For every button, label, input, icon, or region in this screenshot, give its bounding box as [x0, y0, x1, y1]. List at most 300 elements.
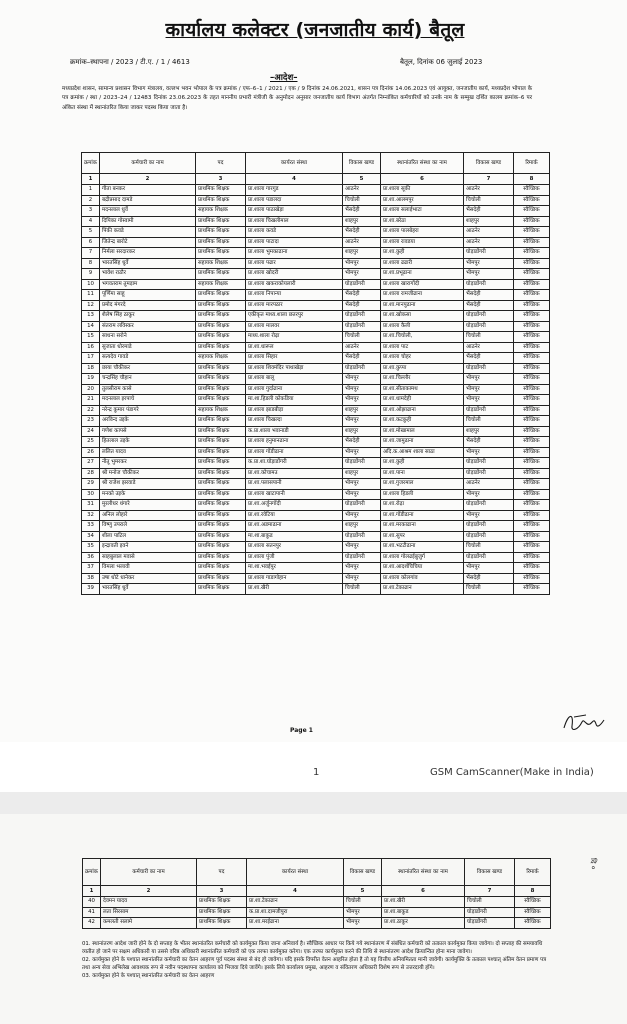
cell-serial: 39 — [82, 584, 100, 595]
cell-block: भीमपुर — [343, 374, 381, 385]
transfer-table-body — [83, 897, 551, 929]
col-number: 7 — [465, 886, 515, 897]
cell-post: प्राथमिक शिक्षक — [196, 269, 246, 280]
cell-serial: 8 — [82, 258, 100, 269]
cell-block: चिचोली — [344, 897, 382, 908]
cell-new-block: घोड़ाडोंगरी — [464, 458, 514, 469]
transfer-table-page-1 — [81, 152, 550, 595]
cell-post: सहायक शिक्षक — [196, 279, 246, 290]
cell-current-institution: प्रा.शाला सिहार — [246, 353, 343, 364]
condition-note: 03. कार्यमुक्त होने के पश्चात् स्थानांतरित कर्मचारी का वेतन आहरण — [82, 973, 215, 979]
cell-remark: स्वैच्छिक — [514, 216, 550, 227]
cell-block: भीमपुर — [343, 447, 381, 458]
cell-new-block: चिचोली — [465, 897, 515, 908]
cell-new-block: भैंसदेही — [464, 573, 514, 584]
cell-block: घोड़ाडोंगरी — [343, 311, 381, 322]
table-row — [82, 332, 550, 343]
cell-transferred-institution: प्रा.शा.ओझाढाना — [381, 405, 464, 416]
cell-new-block: घोड़ाडोंगरी — [464, 405, 514, 416]
col-number: 1 — [83, 886, 101, 897]
cell-current-institution: प्रा.शा.खैरी — [246, 584, 343, 595]
office-title: कार्यालय कलेक्टर (जनजातीय कार्य) बैतूल — [165, 19, 465, 41]
cell-remark: स्वैच्छिक — [514, 479, 550, 490]
cell-post: प्राथमिक शिक्षक — [196, 384, 246, 395]
cell-new-block: भीमपुर — [464, 489, 514, 500]
cell-post: प्राथमिक शिक्षक — [196, 290, 246, 301]
cell-transferred-institution: प्रा.शाला पाट — [381, 342, 464, 353]
table-row — [82, 510, 550, 521]
cropped-edge-text: दि ० — [589, 858, 597, 870]
table-row — [82, 405, 550, 416]
cell-new-block: भैंसदेही — [464, 206, 514, 217]
cell-remark: स्वैच्छिक — [514, 405, 550, 416]
cell-serial: 30 — [82, 489, 100, 500]
cell-block: घोड़ाडोंगरी — [343, 363, 381, 374]
cell-remark: स्वैच्छिक — [514, 552, 550, 563]
cell-post: प्राथमिक शिक्षक — [196, 321, 246, 332]
cell-block: भैंसदेही — [343, 353, 381, 364]
cell-employee-name: तुलसीराम कासे — [100, 384, 196, 395]
cell-serial: 23 — [82, 416, 100, 427]
table-row — [82, 290, 550, 301]
table-row — [82, 468, 550, 479]
table-header-row — [82, 153, 550, 174]
cell-serial: 33 — [82, 521, 100, 532]
cell-new-block: घोड़ाडोंगरी — [465, 918, 515, 929]
col-header-new-block: विकास खण्ड — [465, 859, 515, 886]
cell-block: शाहपुर — [343, 468, 381, 479]
cell-employee-name: पिंकी कवडे — [100, 227, 196, 238]
cell-employee-name: उषा धोटे धानेकर — [100, 573, 196, 584]
cell-remark: स्वैच्छिक — [514, 521, 550, 532]
table-row — [82, 479, 550, 490]
cell-transferred-institution: प्रा.शा.जामुढाना — [381, 437, 464, 448]
cell-remark: स्वैच्छिक — [514, 332, 550, 343]
cell-new-block: आठनेर — [464, 227, 514, 238]
cell-transferred-institution: प्रा.शा.कटकुही — [381, 416, 464, 427]
cell-current-institution: मा.शा.भवईपुर — [246, 563, 343, 574]
cell-post: प्राथमिक शिक्षक — [196, 374, 246, 385]
cell-transferred-institution: प्रा.शा.सुपर — [381, 531, 464, 542]
cell-remark: स्वैच्छिक — [514, 447, 550, 458]
table-row — [82, 447, 550, 458]
cell-post: प्राथमिक शिक्षक — [196, 195, 246, 206]
cell-post: प्राथमिक शिक्षक — [196, 426, 246, 437]
table-row — [82, 416, 550, 427]
cell-current-institution: प्रा.शाला हनुमानढाना — [246, 437, 343, 448]
cell-remark: स्वैच्छिक — [514, 185, 550, 196]
col-header-remark: रिमार्क — [514, 153, 550, 174]
cell-transferred-institution: प्रा.शा.टेकाढान — [381, 584, 464, 595]
cell-post: प्राथमिक शिक्षक — [196, 332, 246, 343]
cell-block: शाहपुर — [343, 405, 381, 416]
order-intro-paragraph: मध्यप्रदेश शासन, सामान्य प्रशासन विभाग मंत्रालय, वल्लभ भवन भोपाल के पत्र क्रमांक / एफ–6–1 / 2021 / एक / 9 दिनांक 24.06.2021, शासन पत्र दिनांक 14.06.2023 एवं आयुक्त, जनजातीय कार्य, मध्यप्रदेश भोपाल के पत्र क्रमांक / स्था / 2023–24 / 12483 दिनांक 23.06.2023 के तहत माननीय प्रभारी मंत्रीजी के अनुमोदन अनुसार जनजातीय कार्य विभाग अंतर्गत निम्नांकित कर्मचारियों को उनके नाम के सम्मुख दर्शित कालम क्रमांक–6 पर अंकित संस्था में स्थानांतरित किया जाकर पदस्थ किया जाता है। — [62, 86, 532, 111]
cell-new-block: चिचोली — [464, 416, 514, 427]
table-row — [82, 573, 550, 584]
cell-transferred-institution: प्रा.शा.चिल्लौर — [381, 374, 464, 385]
cell-remark: स्वैच्छिक — [514, 248, 550, 259]
cell-employee-name: नरेन्द्र कुमार पंडागरे — [100, 405, 196, 416]
table-row — [82, 248, 550, 259]
cell-employee-name: साहबुलाल मवासे — [100, 552, 196, 563]
table-row — [83, 897, 551, 908]
table-row — [82, 458, 550, 469]
col-header-block: विकास खण्ड — [343, 153, 381, 174]
cell-transferred-institution: प्रा.शा.गोंडीढाना — [381, 510, 464, 521]
cell-employee-name: गीता बनकर — [100, 185, 196, 196]
cell-employee-name: बद्रीप्रसाद दामडे — [100, 195, 196, 206]
cell-employee-name: ललित यादव — [100, 447, 196, 458]
col-number: 3 — [197, 886, 247, 897]
table-row — [82, 500, 550, 511]
cell-block: भीमपुर — [344, 918, 382, 929]
cell-employee-name: इन्द्रावती इवने — [100, 542, 196, 553]
table-row — [82, 542, 550, 553]
cell-transferred-institution: प्रा.शा.भटटीढाना — [381, 542, 464, 553]
cell-serial: 35 — [82, 542, 100, 553]
table-row — [82, 258, 550, 269]
cell-remark: स्वैच्छिक — [514, 384, 550, 395]
cell-transferred-institution: प्रा.शा.आलमपुर — [381, 195, 464, 206]
cell-post: प्राथमिक शिक्षक — [196, 447, 246, 458]
cell-post: प्राथमिक शिक्षक — [196, 416, 246, 427]
cell-employee-name: विष्णु उपराले — [100, 521, 196, 532]
cell-new-block: घोड़ाडोंगरी — [464, 521, 514, 532]
cell-block: शाहपुर — [343, 216, 381, 227]
cell-current-institution: प्रा.शाला पढार — [246, 258, 343, 269]
table-header-row — [83, 859, 551, 886]
cell-new-block: भीमपुर — [464, 384, 514, 395]
col-header-employee-name: कर्मचारी का नाम — [100, 153, 196, 174]
cell-employee-name: भारतसिंह धुर्वे — [100, 258, 196, 269]
cell-current-institution: प्रा.शाला मालवर — [246, 321, 343, 332]
cell-new-block: घोड़ाडोंगरी — [464, 311, 514, 322]
cell-block: भीमपुर — [343, 416, 381, 427]
cell-post: प्राथमिक शिक्षक — [196, 521, 246, 532]
cell-current-institution: प्रा.शाला गोंडीढाना — [246, 447, 343, 458]
cell-employee-name: भावेश राठौर — [100, 269, 196, 280]
cell-current-institution: प्रा.शाला खकराकोयलारी — [246, 279, 343, 290]
cell-transferred-institution: प्रा.शाला चोहर — [381, 353, 464, 364]
cell-current-institution: प्रा.शाला पडालदा — [246, 195, 343, 206]
cell-employee-name: अनिल लोहारे — [100, 510, 196, 521]
cell-new-block: शाहपुर — [464, 426, 514, 437]
cell-employee-name: निर्मला सरदारकर — [100, 248, 196, 259]
cell-remark: स्वैच्छिक — [514, 531, 550, 542]
cell-transferred-institution: प्रा.शा.गुजरमाल — [381, 479, 464, 490]
cell-new-block: भैंसदेही — [464, 290, 514, 301]
cell-current-institution: माध्य.शाला रोढ़ा — [246, 332, 343, 343]
cell-new-block: घोड़ाडोंगरी — [464, 531, 514, 542]
cell-transferred-institution: प्रा.शा.बाकुड — [382, 907, 465, 918]
cell-employee-name: गणेश कापसे — [100, 426, 196, 437]
cell-new-block: भैंसदेही — [464, 437, 514, 448]
cell-post: प्राथमिक शिक्षक — [196, 311, 246, 322]
cell-block: भैंसदेही — [343, 437, 381, 448]
cell-remark: स्वैच्छिक — [514, 311, 550, 322]
cell-current-institution: प्रा.शाला खाटापानी — [246, 489, 343, 500]
cell-employee-name: श्री मनोज चौकीकर — [100, 468, 196, 479]
cell-employee-name: भारतसिंह धुर्वे — [100, 584, 196, 595]
document-page-label: Page 1 — [290, 727, 313, 734]
cell-new-block: चिचोली — [464, 332, 514, 343]
cell-serial: 41 — [83, 907, 101, 918]
cell-transferred-institution: प्रा.शाला रामजीढाना — [381, 290, 464, 301]
cell-block: घोड़ाडोंगरी — [343, 500, 381, 511]
cell-block: भीमपुर — [343, 258, 381, 269]
col-header-current-institution: कार्यरत संस्था — [247, 859, 344, 886]
table-row — [82, 489, 550, 500]
cell-current-institution: मा.शा.बाकुड — [246, 531, 343, 542]
cell-new-block: भीमपुर — [464, 510, 514, 521]
cell-serial: 1 — [82, 185, 100, 196]
cell-remark: स्वैच्छिक — [514, 363, 550, 374]
cell-current-institution: क.प्रा.शा.दामजीपुरा — [247, 907, 344, 918]
cell-block: चिचोली — [343, 584, 381, 595]
cell-transferred-institution: प्रा.शाला सलाईभाटा — [381, 206, 464, 217]
scanner-page-number: 1 — [313, 767, 320, 778]
cell-remark: स्वैच्छिक — [514, 374, 550, 385]
cell-new-block: भैंसदेही — [464, 353, 514, 364]
scanner-app-name: GSM CamScanner(Make in India) — [430, 767, 594, 778]
cell-post: प्राथमिक शिक्षक — [196, 573, 246, 584]
cell-employee-name: मदनलाल धुर्वे — [100, 206, 196, 217]
cell-serial: 2 — [82, 195, 100, 206]
cell-transferred-institution: प्रा.शा.धामदेही — [381, 395, 464, 406]
cell-serial: 4 — [82, 216, 100, 227]
cell-remark: स्वैच्छिक — [514, 468, 550, 479]
cell-new-block: भीमपुर — [464, 563, 514, 574]
cell-employee-name: नीतू भुमरकर — [100, 458, 196, 469]
cell-employee-name: साधना सरोने — [100, 332, 196, 343]
cell-new-block: भीमपुर — [464, 395, 514, 406]
cell-new-block: घोड़ाडोंगरी — [465, 907, 515, 918]
condition-note: 02. कार्यमुक्त होने के पश्चात स्थानांतरित कर्मचारी का वेतन आहरण पूर्व पदस्थ संस्था से बंद हो जावेगा। यदि इसके विपरीत वेतन आहरित होता है तो यह वित्तीय अनियमितता मानी जावेगी। कार्यमुक्ति के तत्काल पश्चात् अंतिम वेतन प्रमाण पत्र तथा अन्य सेवा अभिलेख आवश्यक रूप से नवीन पदस्थापना कार्यालय को भिजवा दिये जावेंगे। इसके लिये कार्यालय प्रमुख, आहरण व संवितरण अधिकारी विशेष रूप से उत्तरदायी होंगे। — [82, 957, 547, 971]
cell-serial: 6 — [82, 237, 100, 248]
cell-employee-name: पूर्णिमा साहू — [100, 290, 196, 301]
col-number: 4 — [247, 886, 344, 897]
cell-employee-name: संतराम लविस्कर — [100, 321, 196, 332]
col-header-post: पद — [196, 153, 246, 174]
cell-post: प्राथमिक शिक्षक — [196, 300, 246, 311]
cell-block: भीमपुर — [343, 563, 381, 574]
cell-transferred-institution: प्रा.शा.बरेठा — [381, 216, 464, 227]
cell-post: प्राथमिक शिक्षक — [196, 479, 246, 490]
cell-new-block: भीमपुर — [464, 258, 514, 269]
cell-employee-name: प्रमोद मंगरदे — [100, 300, 196, 311]
cell-transferred-institution: प्रा.शाला खारागोंदी — [381, 279, 464, 290]
cell-serial: 16 — [82, 342, 100, 353]
cell-block: आठनेर — [343, 237, 381, 248]
cell-current-institution: क.प्रा.शा.घोड़ाडोंगरी — [246, 458, 343, 469]
cell-remark: स्वैच्छिक — [515, 907, 551, 918]
order-conditions — [82, 940, 552, 980]
cell-serial: 5 — [82, 227, 100, 238]
cell-current-institution: मा.शा.हिडली कोकडिया — [246, 395, 343, 406]
table-row — [82, 374, 550, 385]
cell-transferred-institution: प्रा.शा.कुही — [381, 458, 464, 469]
cell-post: प्राथमिक शिक्षक — [197, 907, 247, 918]
cell-new-block: घोड़ाडोंगरी — [464, 363, 514, 374]
cell-new-block: घोड़ाडोंगरी — [464, 552, 514, 563]
cell-new-block: चिचोली — [464, 542, 514, 553]
col-number: 2 — [101, 886, 197, 897]
cell-block: चिचोली — [343, 195, 381, 206]
cell-remark: स्वैच्छिक — [514, 542, 550, 553]
cell-current-institution: प्रा.शाला चिखलीमाल — [246, 216, 343, 227]
reference-number: क्रमांक–स्थापना / 2023 / टी.ए. / 1 / 4613 — [70, 58, 190, 66]
cell-new-block: आठनेर — [464, 342, 514, 353]
transfer-table-body — [82, 185, 550, 595]
table-row — [82, 563, 550, 574]
cell-remark: स्वैच्छिक — [514, 206, 550, 217]
cell-current-institution: प्रा.शाला गाडागोहान — [246, 573, 343, 584]
cell-current-institution: एकीकृत माध्य.शाला छतरपुर — [246, 311, 343, 322]
cell-remark: स्वैच्छिक — [514, 563, 550, 574]
condition-note: 01. स्थानांतरण आदेश जारी होने के दो सप्ताह के भीतर स्थानांतरित कर्मचारी को कार्यमुक्त किया जाना अनिवार्य है। स्वैच्छिक आधार पर किये गये स्थानांतरण में संबंधित कर्मचारी को तत्काल कार्यमुक्त किया जावेगा। दो सप्ताह की समयावधि व्यतीत हो जाने पर सक्षम अधिकारी या उससे वरिष्ठ अधिकारी स्थानांतरित कर्मचारी को एक तरफा कार्यमुक्त करेगा। एक तरफा कार्यमुक्त करने की तिथि से स्थानांतरण आदेश क्रियान्वित होना माना जावेगा। — [82, 941, 543, 955]
cell-employee-name: देवमन यादव — [101, 897, 197, 908]
cell-new-block: भीमपुर — [464, 447, 514, 458]
table-row — [82, 437, 550, 448]
cell-current-institution: प्रा.शा.कोचामउ — [246, 468, 343, 479]
cell-employee-name: लता सिरसाम — [101, 907, 197, 918]
cell-transferred-institution: प्रा.शा.मानपुढाना — [381, 300, 464, 311]
cell-serial: 12 — [82, 300, 100, 311]
cell-transferred-institution: प्रा.शा.चिचोली, — [381, 332, 464, 343]
table-row — [82, 363, 550, 374]
cell-new-block: आठनेर — [464, 479, 514, 490]
cell-block: भैंसदेही — [343, 300, 381, 311]
cell-block: भीमपुर — [343, 489, 381, 500]
cell-current-institution: प्रा.शाला चिखल्दा — [246, 416, 343, 427]
col-number: 2 — [100, 174, 196, 185]
cell-block: घोड़ाडोंगरी — [343, 321, 381, 332]
column-number-row — [82, 174, 550, 185]
table-row — [82, 300, 550, 311]
cell-current-institution: प्रा.शाला खोदरी — [246, 269, 343, 280]
cell-post: प्राथमिक शिक्षक — [196, 563, 246, 574]
cell-transferred-institution: प्रा.शाला सूकी — [381, 185, 464, 196]
col-number: 4 — [246, 174, 343, 185]
cell-transferred-institution: प्रा.शाला पालबेहरा — [381, 227, 464, 238]
cell-serial: 24 — [82, 426, 100, 437]
cell-block: घोड़ाडोंगरी — [343, 552, 381, 563]
cell-post: प्राथमिक शिक्षक — [196, 468, 246, 479]
col-number: 8 — [514, 174, 550, 185]
cell-new-block: भीमपुर — [464, 269, 514, 280]
cell-employee-name: अरविन्द उइके — [100, 416, 196, 427]
table-row — [82, 216, 550, 227]
cell-remark: स्वैच्छिक — [514, 195, 550, 206]
cell-post: प्राथमिक शिक्षक — [196, 248, 246, 259]
cell-post: प्राथमिक शिक्षक — [196, 216, 246, 227]
cell-transferred-institution: प्रा.शा.मोखामाल — [381, 426, 464, 437]
cell-remark: स्वैच्छिक — [514, 269, 550, 280]
cell-post: प्राथमिक शिक्षक — [196, 552, 246, 563]
cell-remark: स्वैच्छिक — [514, 584, 550, 595]
col-header-post: पद — [197, 859, 247, 886]
cell-post: प्राथमिक शिक्षक — [196, 584, 246, 595]
cell-employee-name: दिपिका गोस्वामी — [100, 216, 196, 227]
cell-new-block: आठनेर — [464, 237, 514, 248]
cell-new-block: आठनेर — [464, 185, 514, 196]
col-header-new-block: विकास खण्ड — [464, 153, 514, 174]
order-heading: –आदेश– — [270, 73, 298, 83]
cell-employee-name: मुरलीधर धंगारे — [100, 500, 196, 511]
col-header-employee-name: कर्मचारी का नाम — [101, 859, 197, 886]
table-row — [82, 227, 550, 238]
cell-post: प्राथमिक शिक्षक — [197, 897, 247, 908]
cell-serial: 31 — [82, 500, 100, 511]
cell-current-institution: प्रा.शा.रवेटिया — [246, 510, 343, 521]
table-row — [82, 342, 550, 353]
cell-remark: स्वैच्छिक — [514, 437, 550, 448]
cell-remark: स्वैच्छिक — [514, 227, 550, 238]
cell-post: प्राथमिक शिक्षक — [196, 542, 246, 553]
cell-post: प्राथमिक शिक्षक — [196, 227, 246, 238]
cell-current-institution: प्रा.शा.अडमाढाना — [246, 521, 343, 532]
cell-transferred-institution: प्रा.शा.ठाकुर — [382, 918, 465, 929]
cell-current-institution: प्रा.शाला पाठाखेड़ा — [246, 206, 343, 217]
col-header-serial: क्रमांक — [83, 859, 101, 886]
cell-remark: स्वैच्छिक — [514, 290, 550, 301]
cell-block: आठनेर — [343, 185, 381, 196]
cell-serial: 13 — [82, 311, 100, 322]
cell-remark: स्वैच्छिक — [514, 458, 550, 469]
cell-remark: स्वैच्छिक — [514, 500, 550, 511]
cell-transferred-institution: प्रा.शा.कुही — [381, 248, 464, 259]
cell-current-institution: प्रा.शाला भुमकाढाना — [246, 248, 343, 259]
cell-transferred-institution: प्रा.शा.खोकसा — [381, 311, 464, 322]
cell-serial: 42 — [83, 918, 101, 929]
cell-employee-name: सत्यदेव गावडे — [100, 353, 196, 364]
cell-new-block: शाहपुर — [464, 216, 514, 227]
cell-employee-name: शीला पाटिल — [100, 531, 196, 542]
col-header-block: विकास खण्ड — [344, 859, 382, 886]
cell-serial: 19 — [82, 374, 100, 385]
table-row — [82, 552, 550, 563]
col-number: 6 — [382, 886, 465, 897]
col-header-current-institution: कार्यरत संस्था — [246, 153, 343, 174]
table-row — [82, 279, 550, 290]
cell-post: प्राथमिक शिक्षक — [196, 342, 246, 353]
cell-current-institution: क.प्रा.शाला भवानाडी — [246, 426, 343, 437]
cell-post: प्राथमिक शिक्षक — [196, 363, 246, 374]
cell-transferred-institution: प्रा.शा.रोढ़ा — [381, 500, 464, 511]
cell-serial: 38 — [82, 573, 100, 584]
table-row — [83, 907, 551, 918]
table-row — [82, 311, 550, 322]
cell-post: सहायक शिक्षक — [196, 353, 246, 364]
col-number: 6 — [381, 174, 464, 185]
cell-remark: स्वैच्छिक — [514, 573, 550, 584]
cell-remark: स्वैच्छिक — [514, 279, 550, 290]
cell-transferred-institution: प्रा.शा.आदर्शचिचिया — [381, 563, 464, 574]
cell-serial: 25 — [82, 437, 100, 448]
cell-remark: स्वैच्छिक — [514, 258, 550, 269]
cell-transferred-institution: प्रा.शाला कैली — [381, 321, 464, 332]
cell-serial: 32 — [82, 510, 100, 521]
cell-serial: 3 — [82, 206, 100, 217]
cell-serial: 11 — [82, 290, 100, 301]
cell-block: भैंसदेही — [343, 227, 381, 238]
table-row — [82, 206, 550, 217]
cell-transferred-institution: प्रा.शाला ढढारी — [381, 258, 464, 269]
cell-current-institution: प्रा.शाला निपान्या — [246, 290, 343, 301]
col-header-serial: क्रमांक — [82, 153, 100, 174]
col-number: 8 — [515, 886, 551, 897]
cell-block: घोड़ाडोंगरी — [343, 531, 381, 542]
